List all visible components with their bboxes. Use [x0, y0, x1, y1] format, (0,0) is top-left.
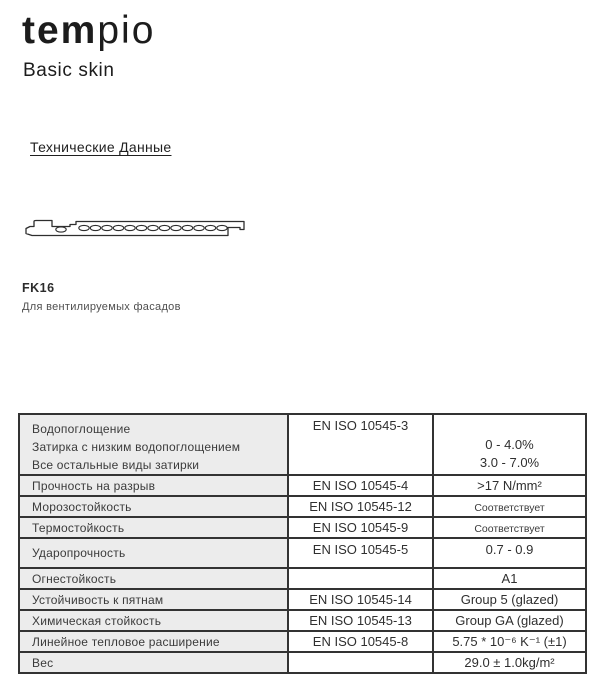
property-label-cell: [19, 414, 288, 475]
property-label-cell: Ударопрочность: [19, 538, 288, 568]
value-cell: 29.0 ± 1.0kg/m²: [433, 652, 586, 673]
standard-cell: EN ISO 10545-4: [288, 475, 433, 496]
property-label-cell: Огнестойкость: [19, 568, 288, 589]
property-label: Все остальные виды затирки: [32, 458, 200, 472]
product-line-name: Basic skin: [23, 60, 115, 81]
value-cell: [433, 517, 586, 538]
property-label-cell: Химическая стойкость: [19, 610, 288, 631]
table-row: [19, 475, 586, 496]
property-label-cell: Линейное тепловое расширение: [19, 631, 288, 652]
value-line: [434, 418, 585, 436]
property-label-cell: Термостойкость: [19, 517, 288, 538]
standard-cell: EN ISO 10545-13: [288, 610, 433, 631]
property-label-cell: Вес: [19, 652, 288, 673]
standard-cell: EN ISO 10545-3: [288, 414, 433, 475]
table-row: [19, 631, 586, 652]
technical-data-table: [18, 413, 587, 674]
product-code: FK16: [22, 281, 55, 295]
brand-logo-bold-part: tem: [22, 9, 98, 52]
table-row: [19, 414, 586, 475]
property-label-cell: Прочность на разрыв: [19, 475, 288, 496]
value-text: Соответствует: [474, 502, 545, 514]
panel-profile-drawing: [22, 215, 248, 242]
value-text: Соответствует: [474, 523, 545, 535]
value-cell: >17 N/mm²: [433, 475, 586, 496]
table-row: [19, 568, 586, 589]
value-line: 3.0 - 7.0%: [479, 455, 540, 470]
value-cell: Group GA (glazed): [433, 610, 586, 631]
standard-cell: EN ISO 10545-12: [288, 496, 433, 517]
table-row: [19, 589, 586, 610]
table-row: [19, 652, 586, 673]
property-label: Водопоглощение: [32, 422, 131, 436]
standard-cell: EN ISO 10545-5: [288, 538, 433, 568]
standard-cell: EN ISO 10545-8: [288, 631, 433, 652]
table-row: [19, 496, 586, 517]
table-row: [19, 517, 586, 538]
panel-cross-section-icon: [22, 215, 248, 242]
product-description: Для вентилируемых фасадов: [22, 301, 181, 313]
value-cell: [433, 496, 586, 517]
value-line: 0 - 4.0%: [485, 437, 534, 452]
standard-cell: [288, 568, 433, 589]
value-cell: 0.7 - 0.9: [433, 538, 586, 568]
property-label-cell: Морозостойкость: [19, 496, 288, 517]
brand-logo-light-part: pio: [97, 9, 156, 52]
value-cell: Group 5 (glazed): [433, 589, 586, 610]
property-label: Затирка с низким водопоглощением: [32, 440, 241, 454]
table-row: [19, 538, 586, 568]
value-cell: [433, 414, 586, 475]
property-label-cell: Устойчивость к пятнам: [19, 589, 288, 610]
table-row: [19, 610, 586, 631]
standard-cell: [288, 652, 433, 673]
value-cell: A1: [433, 568, 586, 589]
technical-data-heading: Технические Данные: [30, 139, 172, 155]
standard-cell: EN ISO 10545-9: [288, 517, 433, 538]
standard-cell: EN ISO 10545-14: [288, 589, 433, 610]
brand-logo: [22, 8, 155, 54]
value-cell: 5.75 * 10⁻⁶ K⁻¹ (±1): [433, 631, 586, 652]
